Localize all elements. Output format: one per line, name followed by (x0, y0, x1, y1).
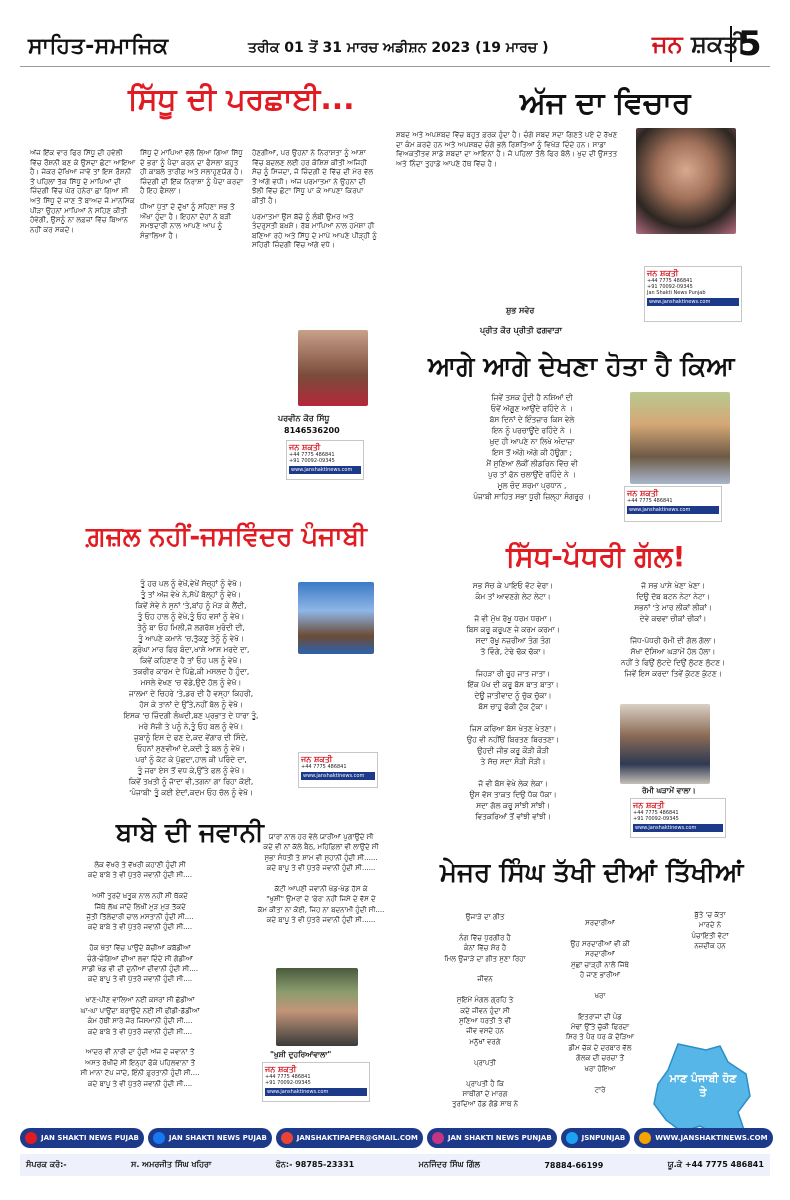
poem-line: ਕਿਵੇਂ ਸੇਵੇ ਨੇ ਸੁਨਾਂ 'ਤੇ,ਬਾਂਹ ਨੂੰ ਮੋੜ ਕੇ ਲੈਂਦੀ, (135, 601, 247, 610)
poem-line: ਜੋ ਵੀ ਬੱਸ ਵੇਖੇ ਲੇਕ ਲੇਕਾ। (478, 779, 548, 788)
poem-line (544, 928, 656, 938)
poem-line: ਅਸਤ ਰੱਖੀਦੇ ਸੀ ਇਨ੍ਹਾਂ ਫੋਕੇ ਪਹਿਲਵਾਨਾਂ ਤੋਂ (85, 1058, 195, 1067)
poem-line: ਜਿਹੜਾ ਰੀ ਰੂਹ ਜਾਤ ਜਾਤਾ। (475, 669, 551, 678)
poem-line: ਕਿਵੇਂ ਕਹਿਣਾਣ ਹੈ ਤਾਂ ਓਹ ਪਲ ਨੂੰ ਵੇਖੋ। (139, 656, 243, 665)
poem-line: ਮੈਂ ਸੁਣਿਆ ਲੋਕੀਂ ਲੀਡਰਿਨ ਵਿੱਚ ਵੀ (486, 459, 578, 468)
poem-line: ਬੱਸ ਦਿਨਾਂ ਦੇ ਇੰਤਜ਼ਾਰ ਕਿਸ ਵੇਲੇ (489, 415, 575, 424)
poem-line: ਜਿਵੇਂ ਇਸ ਕਰਦਾ ਤਿਵੇਂ ਕੁੱਟਣ ਕੁੱਟਣ। (624, 669, 722, 678)
poem-line (438, 602, 588, 613)
globe-icon (639, 1132, 651, 1144)
poem-line: ਦੇਊ ਜਾਤੀਵਾਦ ਨੂੰ ਚੁੱਕ ਚੁੱਕਾ। (474, 691, 552, 700)
contact-phone-2: 78884-66199 (544, 1160, 604, 1170)
poem-line: ਕਦੇ ਬਾਪੂ ਤੇ ਵੀ ਪੁੱਤਰੋ ਜਵਾਨੀ ਹੁੰਦੀ ਸੀ.... (87, 975, 193, 984)
section-title: ਸਾਹਿਤ-ਸਮਾਜਿਕ (28, 34, 169, 59)
poem-line: ਪੁਰ ਤਾਂ ਫੋਨ ਚਲਾਉਂਦੇ ਰਹਿੰਦੇ ਨੇ । (487, 470, 577, 479)
poem-line: ਮੂਲ ਚੰਦ ਸ਼ਰਮਾ ਪ੍ਰਧਾਨ , (497, 481, 567, 490)
poem-line: ਜਿਸ ਕਰਿਆ ਬੱਸ ਖੇਤਣ ਖੇਤਣਾ। (469, 724, 557, 733)
poem-line: ਜਿਵੇਂ ਤਸਕ ਹੁੰਦੀ ਹੈ ਨਸ਼ਿਆਂ ਦੀ (491, 393, 573, 402)
ad-brand: ਜਨ ਸ਼ਕਤੀ (647, 269, 679, 278)
aage-title: ਆਗੇ ਆਗੇ ਦੇਖਣਾ ਹੋਤਾ ਹੈ ਕਿਆ (428, 352, 735, 382)
poem-line: ਓਵੇਂ ਅੱਗੂਣ ਆਉਂਦੇ ਰਹਿੰਦੇ ਨੇ । (490, 404, 574, 413)
ad-web: www.janshaktinews.com (289, 466, 361, 474)
poem-line: ਕਦੇ ਬਾਬੇ ਤੇ ਵੀ ਪੁੱਤਰੋ ਜਵਾਨੀ ਹੁੰਦੀ ਸੀ.... (87, 1027, 193, 1036)
poem-line (430, 964, 540, 974)
ad-phone-1: +44 7775 486841 (301, 764, 347, 770)
poem-line: ਪ੍ਰਾਪਤੀ ਹੈ ਕਿ (466, 1079, 504, 1088)
poem-line: ਪੰਚਾਇਤੀ ਵੋਟਾਂ (691, 931, 729, 940)
sidhu-col-3 (252, 148, 378, 256)
poem-line: ਸੁਭਾ ਸੰਧਤੀ ਤੇ ਸ਼ਾਮ ਵੀ ਸੁਹਾਨੀ ਹੁੰਦੀ ਸੀ...... (264, 853, 378, 862)
poem-line: ਚੰਗੇ-ਚੰਗਿਆਂ ਦੀਆਂ ਲਵਾ ਦਿੰਦੇ ਸੀ ਗੋਡੀਆਂ (87, 954, 193, 963)
sidh-col-1 (438, 580, 588, 822)
poem-line: ਸਰਦਾਰੀਆਂ (585, 950, 615, 959)
poem-line (598, 624, 748, 635)
ad-box (286, 440, 364, 480)
ad-phone-2: +91 70092-09345 (289, 458, 335, 464)
poem-line: ਇਸ ਤੋਂ ਅੱਗੇ ਅੱਗੇ ਕੀ ਹੋਊਗਾ ; (491, 448, 573, 457)
poem-line: ਤੂੰ ਜਰਾ ਏਸ ਤੋਂ ਵਧ ਕੇ,ਉੱਤੇ ਫਲ ਨੂੰ ਵੇਖੋ। (137, 766, 245, 775)
thought-title: ਅੱਜ ਦਾ ਵਿਚਾਰ (520, 86, 691, 121)
poem-line: ਇਤਰਾਜਾਂ ਦੀ ਪੰਡ (578, 1012, 622, 1021)
ad-web: www.janshaktinews.com (633, 824, 723, 832)
ad-brand: ਜਨ ਸ਼ਕਤੀ (633, 801, 665, 810)
poem-line: ਪਰਾਂ ਨੂੰ ਕੱਟ ਕੇ ਪੁੱਛਦਾ,ਹਾਲ ਕੀ ਪਰਿੰਦੇ ਦਾ, (135, 755, 247, 764)
author-photo-mool (630, 392, 730, 484)
contact-label: ਸੰਪਰਕ ਕਰੋ:- (26, 1160, 67, 1169)
poem-line: ਨਜ਼ਦੀਕ ਹਨ (694, 942, 726, 951)
footer-chip-label: JANSHAKTIPAPER@GMAIL.COM (296, 1134, 418, 1142)
thought-body: ਸ਼ਬਦ ਅਤੇ ਅਪਸ਼ਬਦ ਵਿੱਚ ਬਹੁਤ ਫ਼ਰਕ ਹੁੰਦਾ ਹੈ। ਚੰਗੇ ਸ਼ਬਦ ਸਦਾ ਗਿਣਤੇ ਪਏ ਦੇ ਰੱਖਣ ਦਾ ਕੰਮ ਕਰਦੇ ਹਨ ਅਤੇ ਅਪਸ਼ਬਦ ਚੰਗੇ ਭਲੇ ਰਿਸ਼ਤਿਆਂ ਨੂੰ ਵਿਖੇੜ ਦਿੰਦੇ ਹਨ। ਸਾਡਾ ਵਿਅਕਤੀਤਵ ਸਾਡੇ ਸ਼ਬਦਾਂ ਦਾ ਆਇਨਾ ਹੈ। ਜੋ ਪਹਿਲਾਂ ਤੋਲੋ ਫਿਰ ਬੋਲੋ। ਖੁਦ ਦੀ ਉਸਤਤ ਅਤੇ ਨਿੰਦਾ ਤੁਹਾਡੇ ਆਪਣੇ ਹੱਥ ਵਿੱਚ ਹੈ। (396, 130, 618, 168)
ad-phone-2: +91 70092-09345 (633, 816, 679, 822)
ghazal-title: ਗ਼ਜ਼ਲ ਨਹੀਂ-ਜਸਵਿੰਦਰ ਪੰਜਾਬੀ (86, 522, 367, 552)
sidhu-phone: 8146536200 (284, 426, 340, 435)
poem-line: ਡ੍ਰੰਘਾ ਮਾਰ ਫਿਰ ਬੰਦਾ,ਖਾਸ਼ੇ ਆਸ ਮਰਦੇ ਦਾ, (132, 645, 250, 654)
poem-line: ਇਨ ਨੂੰ ਪਰਚਾਊਂਦੇ ਰਹਿੰਦੇ ਨੇ । (491, 426, 573, 435)
footer-chip-label: WWW.JANSHAKTINEWS.COM (655, 1134, 768, 1142)
sidh-col-2 (598, 580, 748, 679)
footer-chip[interactable] (276, 1128, 423, 1148)
poem-line: ਉਹ ਵੀ ਨਹੀਂਓਂ ਬਿਰਤਣ ਬਿਰਤਣਾ। (466, 735, 560, 744)
poem-line (544, 980, 656, 990)
map-text: ਮਾਣ ਪੰਜਾਬੀ ਹੋਣ ਤੇ (669, 1072, 737, 1099)
ad-phone-1: +44 7775 486841 (633, 810, 679, 816)
ad-box (262, 1062, 370, 1102)
poem-line: ਮਰੇ ਸੱਜੀ ਤੇ ਪਨੂੰ ਨੇ,ਤੂੰ ਓਹ ਬਲ ਨੂੰ ਵੇਖੋ। (138, 722, 244, 731)
poem-line: ਆਦਰ ਵੀ ਨਾਰੀ ਦਾ ਹੁੰਦੀ ਅੱਜ ਦੇ ਜਵਾਨਾਂ ਤੋਂ (85, 1048, 195, 1057)
sidhu-para-1: ਅੱਜ ਇੱਕ ਵਾਰ ਫਿਰ ਸਿੱਧੂ ਦੀ ਹਵੇਲੀ ਵਿੱਚ ਰੌਸ਼ਨੀ ਬਣ ਕੇ ਉਸਦਾ ਛੋਟਾ ਆਇਆ ਹੈ। ਜੇਕਰ ਦੇਖਿਆ ਜਾਵੇ ਤਾਂ ਇਸ ਰੌਸ਼ਨੀ ਤੋਂ ਪਹਿਲਾਂ ਤੱਕ ਸਿੱਧੂ ਦੇ ਮਾਪਿਆਂ ਦੀ ਜ਼ਿੰਦਗੀ ਵਿੱਚ ਘੋਰ ਹਨੇਰਾ ਛਾ ਗਿਆ ਸੀ ਅਤੇ ਸਿੱਧੂ ਦੇ ਜਾਣ ਤੋਂ ਬਾਅਦ ਜੋ ਮਾਨਸਿਕ ਪੀੜਾ ਉਹਨਾਂ ਮਾਪਿਆਂ ਨੇ ਸਹਿਣ ਕੀਤੀ ਹੋਵੇਗੀ, ਉਸਨੂੰ ਨਾ ਲਫ਼ਜ਼ਾਂ ਵਿੱਚ ਬਿਆਨ ਨਹੀਂ ਕਰ ਸਕਦੇ। (30, 148, 136, 234)
poem-line: ਦੇਵੇ ਕਢਵਾ ਚੀਕਾਂ ਚੀਕਾਂ। (639, 614, 707, 623)
poem-line: ਤੋ ਵਿੰਗੇ, ਟੇਢੇ ਢੱਕ ਢੱਕਾ। (480, 647, 546, 656)
footer-chip-label: JAN SHAKTI NEWS PUNJAB (447, 1134, 552, 1142)
ad-phone-1: +44 7775 486841 (627, 498, 673, 504)
poem-line: ਕਿਵੇਂ ਤਖ਼ਤੀ ਨੂੰ ਜਾੱਦਾ ਵੀ,ਤਗਨਾ ਗਾ ਰਿਹਾ ਕੋਈ, (128, 777, 254, 786)
poem-line: ਜਿੱਧ-ਪੱਧਰੀ ਰੋਮੀ ਦੀ ਗੱਲ ਗੱਲਾ। (629, 636, 717, 645)
major-col-1 (430, 912, 540, 1110)
poem-line: ਕੰਮ ਤਾਂ ਆਵਣਗੇ ਲੇਟ ਲੇਟਾ। (475, 592, 551, 601)
poem-line: ਉਸ ਵੱਸ ਤਾਕਤ ਦਿਉ ਧੋਕ ਧੋਕਾ। (469, 790, 557, 799)
poem-line: ਤੂੰ ਹਰ ਪਲ ਨੂੰ ਵੇਖੇਂ,ਵੇਖੇਂ ਸੋਚ੍ਹਾਂ ਨੂੰ ਵੇਖੋ। (140, 579, 242, 588)
poem-line: ਸੁਣਿਆ ਧਰਤੀ ਤੇ ਵੀ (458, 1017, 512, 1026)
poem-line: ਪ੍ਰਾਪਤੀ (474, 1058, 496, 1067)
poem-line: ਇਸਕ 'ਚ ਜ਼ਿੰਦਗੀ ਲੰਘਦੀ,ਬਣ ਪ੍ਰਭਾਤ ਦੇ ਧਾਰਾ ਤੂੰ, (123, 711, 259, 720)
poem-line: ਸੁਇਮੇਂ ਮੰਗਲ ਗ੍ਰਹਿ ਤੇ (456, 996, 514, 1005)
major-col-2 (544, 918, 656, 1095)
poem-line (430, 1047, 540, 1057)
poem-line: ਸਭ ਸੋਚ ਕੇ ਪਾਇਓ ਵੋਟ ਵੇਰਾ। (472, 581, 554, 590)
poem-line: ਤੁਰਦਿਆਂ ਹੱਡ ਗੋਡੇ ਸਾਥ ਨੇ (452, 1100, 518, 1109)
poem-line: ਸਿਰ ਤੇ ਪੈਰ ਧਰ ਕੇ ਦੋੜਿਆ (565, 1033, 635, 1042)
ad-phone-1: +44 7775 486841 (647, 278, 693, 284)
poem-line: ਖ਼ੁਦ ਹੀ ਆਪਣੇ ਨਾ ਲਿਖੇ ਅੰਦਾਜ਼ਾ (489, 437, 575, 446)
edition-date: ਤਰੀਕ 01 ਤੋਂ 31 ਮਾਰਚ ਅਡੀਸ਼ਨ 2023 (19 ਮਾਰਚ ) (248, 40, 549, 56)
poem-line: ਵਿਤਕਰਿਆਂ ਤੋਂ ਵਾਂਝੀ ਵਾਂਝੀ। (475, 812, 551, 821)
sidhu-para-3: ਧੀਆਂ ਪੁੱਤਾਂ ਦੇ ਦੁੱਖਾਂ ਨੂੰ ਸਹਿਣਾ ਸਭ ਤੋਂ ਔਖਾ ਹੁੰਦਾ ਹੈ। ਇਹਨਾਂ ਦੋਹਾਂ ਨੇ ਬੜੀ ਸਮਝਦਾਰੀ ਨਾਲ ਆਪਣੇ ਆਪ ਨੂੰ ਸੰਭਾਲਿਆ ਹੈ। (140, 201, 235, 240)
page-number: 5 (730, 26, 762, 62)
babe-title: ਬਾਬੇ ਦੀ ਜਵਾਨੀ (116, 818, 264, 848)
poem-line: ਸਾਡੀ ਖੇਡ ਵੀ ਦੀ ਦੁਨੀਆਂ ਦੀਵਾਨੀ ਹੁੰਦੀ ਸੀ.... (81, 965, 199, 974)
poem-line: ਅਸੀਂ ਤੁਰਦੇ ਖ਼ਤੂਕ ਨਾਲ ਨਹੀਂ ਸੀ ਥੱਕਦੇ (92, 892, 188, 901)
poem-line: ਓਹਨਾਂ ਸੁਣਵੀਆਂ ਦੇ,ਕਦੀ ਤੂੰ ਬਲ ਨੂੰ ਵੇਖੋ। (136, 744, 246, 753)
poem-line (240, 874, 402, 884)
brand-part-a: ਜਨ (652, 30, 683, 58)
ad-phone-2: +91 70092-09345 (265, 1080, 311, 1086)
poem-line: ਖਰਾ (594, 991, 606, 1000)
ad-brand: ਜਨ ਸ਼ਕਤੀ (627, 489, 659, 498)
poem-line: ਸੀ ਮਾਨਾ ਟੱਪ ਜਾਂਦੇ, ਇੰਨੀ ਫ਼ੁਰਤਾਨੀ ਹੁੰਦੀ ਸੀ.... (80, 1069, 200, 1078)
sidh-title: ਸਿੱਧ-ਪੱਧਰੀ ਗੱਲ! (506, 540, 686, 573)
poem-line: ਜੁੱਤੀ ਤਿੱਲੇਦਾਰੀ ਚਾਲ ਮਸਤਾਨੀ ਹੁੰਦੀ ਸੀ.... (86, 913, 194, 922)
ad-phone-1: +44 7775 486841 (289, 452, 335, 458)
poem-line: ਲੋਕ ਵੱਖਰੇ ਤੇ ਵੱਖਰੀ ਕਹਾਣੀ ਹੁੰਦੀ ਸੀ (94, 861, 186, 869)
youtube-icon (25, 1132, 37, 1144)
ad-web: www.janshaktinews.com (627, 506, 719, 514)
poem-line: ਕਦੇ ਬਾਪੂ ਤੇ ਵੀ ਪੁੱਤਰੋ ਜਵਾਨੀ ਹੁੰਦੀ ਸੀ.... (87, 1079, 193, 1088)
poem-line: ਕਦੇ ਬਾਪੂ ਤੇ ਵੀ ਪੁੱਤਰੋ ਜਵਾਨੀ ਹੁੰਦੀ ਸੀ...... (266, 916, 376, 925)
poem-line: ਇੱਕ ਪੱਖ ਦੀ ਕਰੂ ਬੱਸ ਬਾਤ ਬਾਤਾ। (467, 680, 559, 689)
sidhu-para-2: ਸਿੱਧੂ ਦੇ ਮਾਪਿਆਂ ਵੱਲੋਂ ਲਿਆ ਗਿਆ ਸਿੱਧੂ ਦੇ ਭਰਾ ਨੂੰ ਪੈਦਾ ਕਰਨ ਦਾ ਫੈਸਲਾ ਬਹੁਤ ਹੀ ਕਾਬਲੇ ਤਾਰੀਫ਼ ਅਤੇ ਸਲਾਹੁਣਯੋਗ ਹੈ। ਜ਼ਿੰਦਗੀ ਦੀ ਇੱਕ ਨਿਰਾਸ਼ਾ ਨੂੰ ਪੈਦਾ ਕਰਦਾ ਹੈ ਇਹ ਫੈਸਲਾ। (140, 148, 244, 196)
poem-line: ਖਾਣ-ਪੀਣ ਵਾਲਿਆਂ ਨਈਂ ਕਸਰਾਂ ਸੀ ਛੱਡੀਆਂ (85, 996, 195, 1005)
ghazal-poem (86, 578, 296, 798)
poem-line: ਡੀਮ ਚੱਕ ਦੇ ਦਰਬਾਰ ਵੱਲ (568, 1043, 632, 1052)
poem-line: ਨਹੀਂ ਤੇ ਫਿਉਂ ਲੁੱਟਦੇ ਦਿਉਂ ਲੁੱਟਣ ਲੁੱਟਣ। (620, 658, 726, 667)
mail-icon (281, 1132, 293, 1144)
ad-phone-2: +91 70092-09345 (647, 284, 693, 290)
poem-line: ਜੋ ਵੀ ਮੁੱਖ ਰੱਖੂ ਧਰਮ ਧਰਮਾ। (474, 614, 552, 623)
poem-line: ਉਹ ਸਰਦਾਰੀਆਂ ਵੀ ਕੀ (570, 939, 630, 948)
poem-line: ਮਨੁੱਖਾਂ ਵਰਗੇ (469, 1037, 501, 1046)
footer-chip[interactable] (561, 1128, 631, 1148)
poem-line: ਉਜਾੜੇ ਦਾ ਗੀਤ (465, 913, 505, 921)
poem-line: ਹੱਸ ਕੇ ਤਾਨਾਂ ਦੇ ਉੱਤੇ,ਨਹੀਂ ਬੋਲ ਨੂੰ ਵੇਖੋ। (139, 700, 243, 709)
poem-line: ਮਿਲ ਉਜਾੜੇ ਦਾ ਗੀਤ ਸੁਣਾ ਰਿਹਾ (444, 954, 526, 963)
footer-chip[interactable] (20, 1128, 144, 1148)
poem-line: ਕੱਟੀ ਆਪਣੀ ਜਵਾਨੀ ਖੇਡ-ਖੇਡ ਹੱਸ ਕੇ (274, 885, 368, 894)
major-col-3 (660, 910, 760, 952)
poem-line: ਕੰਮ ਹੱਥੀਂ ਸਾਰੇ ਜੋਰ ਜਿਸਮਾਨੀ ਹੁੰਦੀ ਸੀ.... (87, 1017, 193, 1026)
poem-line: ਟਾਰੇ (594, 1085, 606, 1094)
thought-sign-2: ਪ੍ਰੀਤ ਕੌਰ ਪ੍ਰੀਤੀ ਫਗਵਾੜਾ (480, 326, 563, 335)
poem-line (40, 1037, 240, 1047)
poem-line (544, 1074, 656, 1084)
poem-line: ਸੋਖਾ ਦੱਸਿਆ ਘੜਾਮੇਂ ਹੱਲ ਹੱਲਾ। (630, 647, 716, 656)
poem-line: ਜੋ ਸਭ ਪਾਸੇ ਖੇਣਾ ਖੇਣਾ। (641, 581, 705, 590)
poem-line: ਤਕਰੀਰ ਕਾਰਮ ਦੇ ਪਿੱਛੇ,ਕੀ ਮਸਲਦ ਹੈ ਹੁੰਦਾ, (132, 667, 250, 676)
facebook-icon (153, 1132, 165, 1144)
ad-box (624, 486, 722, 522)
poem-line: ਹੋਕ ਖੱਤਾਂ ਵਿੱਚ ਪਾਉਂਦੇ ਕੱਚੀਆਂ ਕਬੱਡੀਆਂ (89, 944, 191, 953)
poem-line: ਹੋ ਜਾਣ ਭਾਰੀਆਂ (579, 971, 621, 980)
header-rule (20, 66, 770, 67)
ad-phone-1: +44 7775 486841 (265, 1074, 311, 1080)
poem-line: ਦਿਊ ਦੱਬ ਬਟਨ ਨੇਟਾ ਨੇਟਾ। (636, 592, 710, 601)
ad-brand: ਜਨ ਸ਼ਕਤੀ (301, 755, 333, 764)
ad-web: www.janshaktinews.com (301, 772, 375, 780)
contact-person-1: ਸ. ਅਮਰਜੀਤ ਸਿੰਘ ਖਹਿਰਾ (131, 1160, 212, 1169)
footer-chip-label: JAN SHAKTI NEWS PUJAB (168, 1134, 267, 1142)
sidhu-col-1 (30, 148, 136, 240)
brand-part-b: ਸ਼ਕਤੀ (691, 30, 746, 58)
babe-author: "ਖੁਸ਼ੀ ਦੁਹਰਿਆਂਵਾਲਾ" (270, 1050, 332, 1059)
poem-line (40, 985, 240, 995)
poem-line: ਯਾਰਾਂ ਨਾਲ ਹਰ ਵੇਲੇ ਯਾਰੀਆਂ ਪੁਗਾਉਂਦੇ ਸੀ (268, 833, 374, 841)
poem-line: ਕਦੇ ਬਾਬੇ ਤੇ ਵੀ ਪੁੱਤਰੋ ਜਵਾਨੀ ਹੁੰਦੀ ਸੀ.... (87, 923, 193, 932)
poem-line: ਤੂੰ ਓਹ ਹਾਲ ਨੂੰ ਵੇਖੇ,ਤੂੰ ਓਹ ਵਸਾਂ ਨੂੰ ਵੇਖੋ। (137, 612, 245, 621)
poem-line: ਮਾਰਦੇ ਨੇ (698, 921, 722, 930)
poem-line (430, 1068, 540, 1078)
poem-line: ਕਦੇ ਬਾਬੇ ਤੇ ਵੀ ਪੁੱਤਰੋ ਜਵਾਨੀ ਹੁੰਦੀ ਸੀ.... (87, 871, 193, 880)
poem-line: ਸਦਾ ਗੱਲ ਕਰੂ ਸਾਂਝੀ ਸਾਂਝੀ। (476, 801, 550, 810)
poem-line: ਤੂੰ ਤਾਂ ਅੱਜ ਵੇਖੇ ਨੇ,ਸੱਪੇਂ ਬੋਲ੍ਹਾਂ ਨੂੰ ਵੇਖੋ। (140, 590, 242, 599)
author-photo-jaswinder (298, 582, 374, 654)
ad-web: www.janshaktinews.com (647, 298, 739, 306)
author-photo-khushi (276, 968, 358, 1046)
contact-uk: ਯੂ.ਕੇ +44 7775 486841 (667, 1160, 764, 1169)
footer-chip-label: JAN SHAKTI NEWS PUJAB (41, 1134, 139, 1142)
footer-social-bar (20, 1128, 770, 1148)
poem-line (40, 933, 240, 943)
poem-line: ਘਾ-ਘਾ ਪਾਉਂਦਾ ਬਰਾਉਂਦੇ ਨਈਂ ਸੀ ਫੀਡੀ-ਡੱਡੀਆਂ (80, 1006, 200, 1015)
footer-chip[interactable] (634, 1128, 772, 1148)
poem-line: ਤੂੰ ਆਪਣੇ ਕਮਾਨੇ 'ਚ,ਤੁੱਕਣੂ ਤੇਨੂੰ ਨੂੰ ਵੇਖੋ। (138, 634, 244, 643)
thought-sign-1: ਸ਼ੁਭ ਸਵੇਰ (506, 306, 535, 315)
poem-line: ਸਰਦਾਰੀਆਂ (585, 919, 615, 927)
ad-box (630, 798, 726, 838)
poem-line: ਸਾਥੀਗਾਂ ਦੇ ਮਾਰਗ (462, 1089, 508, 1098)
ad-name: Jan Shakti News Punjab (647, 290, 706, 296)
poem-line: ਜੀਵ ਵਸਦੇ ਹਨ (466, 1027, 504, 1036)
poem-line: ਕੱਮ ਕੀਤਾ ਨਾ ਕੋਈ, ਜਿਹ ਨਾ ਬਦਨਾਮੀ ਹੁੰਦੀ ਸੀ.... (257, 905, 385, 914)
poem-line: ਜੀਵਨ (477, 975, 493, 984)
poem-line: ਖਰਾ ਹੋਇਆ (584, 1064, 616, 1073)
poem-line: ਜਿੱਥੇ ਲੱਘ ਜਾਂਦੇ ਲਿਖੀਂ ਮੁੜ ਮੁੜ ਤੱਕਦੇ (94, 902, 186, 911)
poem-line: ਤੇਨੂੰ ਬਾ ਓਹ ਮਿਲੀ,ਜੋ ਲਗਰੋਸ਼ ਮੁਰੰਦੀ ਦੀ, (137, 623, 245, 632)
babe-col-2 (240, 832, 402, 926)
footer-chip-label: JSNPUNJAB (581, 1134, 626, 1142)
poem-line: ਸਦਾ ਰੱਖੂ ਨਜ਼ਰੀਆ ਤੰਗ ਤੰਗ (475, 636, 551, 645)
twitter-icon (566, 1132, 578, 1144)
ad-web: www.janshaktinews.com (265, 1088, 367, 1096)
poem-line (40, 881, 240, 891)
contact-person-2: ਮਨਜਿੰਦਰ ਸਿੰਘ ਗਿੱਲ (418, 1160, 480, 1169)
footer-chip[interactable] (148, 1128, 272, 1148)
babe-col-1 (40, 860, 240, 1089)
poem-line (430, 922, 540, 932)
poem-line: ਗੋਲਕ ਦੀ ਚਰਚਾ ਤੋਂ (575, 1054, 625, 1063)
ad-brand: ਜਨ ਸ਼ਕਤੀ (265, 1065, 297, 1074)
footer-contact-bar (20, 1154, 770, 1176)
poem-line (438, 767, 588, 778)
poem-line: ਤੇ ਸੋਚ ਸਦਾ ਸੌੜੀ ਸੌੜੀ। (480, 757, 546, 766)
poem-line: ਕਦੇ ਵੀ ਨਾਂ ਕੱਲੇ ਬੈਠ, ਮਹਿਫ਼ਿਲਾਂ ਵੀ ਲਾਉਂਦੇ ਸੀ (263, 843, 379, 852)
poem-line: ਨੰਗ ਵਿੱਚ ਧੁਰਗੀਰ ਹੈ (459, 933, 511, 942)
poem-line: ਪੰਜਾਬੀ ਸਾਹਿਤ ਸਭਾ ਧੂਰੀ ਜ਼ਿਲ੍ਹਾ ਸੰਗਰੂਰ । (473, 492, 591, 501)
poem-line: ਮਸਲੇ ਵੇਖਣ 'ਚ ਵੱਡੇ,ਉਦੋ ਹੱਲ ਨੂੰ ਵੇਖੋ। (140, 678, 242, 687)
poem-line: "ਖੁਸ਼ੀ" ਉਮਰਾਂ ਦੇ 'ਫੇਰ' ਨਹੀਂ ਜਿਸੇ ਦੇ ਵੱਸ ਦੇ (266, 895, 376, 904)
ad-box (298, 752, 378, 788)
poem-line (438, 657, 588, 668)
ad-box (644, 266, 742, 322)
sidhu-col-2 (140, 148, 245, 246)
poem-line: ਬੱਸ ਚਾਹੂ ਫੋਕੀ ਟੁੱਕ ਟੁੱਕਾ। (478, 702, 548, 711)
author-photo-preet (636, 128, 736, 234)
author-photo-parveen (298, 330, 368, 406)
poem-line: 'ਪੰਜਾਬੀ' ਤੂੰ ਕਈ ਏਦਾਂ,ਕਦਮ ਓਹ ਚੱਲ ਨੂੰ ਵੇਖੋ। (129, 788, 253, 797)
contact-phone-1: ਫੋਨ:- 98785-23331 (275, 1160, 355, 1169)
sidh-author: ਰੋਮੀ ਘੜਾਮੇਂ ਵਾਲਾ। (642, 786, 696, 795)
sidhu-para-5: ਪਰਮਾਤਮਾ ਉਸ ਬੱਚੇ ਨੂੰ ਲੰਬੀ ਉਮਰ ਅਤੇ ਤੰਦਰੁਸਤੀ ਬਖ਼ਸ਼ੇ। ਰੱਬ ਮਾਪਿਆਂ ਨਾਲ ਹਮੇਸ਼ਾ ਹੀ ਬਣਿਆ ਰਹੇ ਅਤੇ ਸਿੱਧੂ ਦੇ ਮਾਪੇ ਆਪਣੇ ਪੀੜ੍ਹੀ ਨੂੰ ਸਹਿਰੀ ਜ਼ਿੰਦਗੀ ਵਿੱਚ ਅੱਗੇ ਵਧੇ। (252, 211, 377, 250)
sidhu-para-4: ਹੋਣਗੀਆਂ, ਪਰ ਉਹਨਾਂ ਨੇ ਨਿਰਾਸ਼ਤਾ ਨੂੰ ਆਸ਼ਾ ਵਿੱਚ ਬਦਲਣ ਲਈ ਹਰ ਕੋਸ਼ਿਸ਼ ਕੀਤੀ ਅਜਿਹੀ ਸੋਚ ਨੂੰ ਸਿਜਦਾ, ਜੋ ਜ਼ਿੰਦਗੀ ਦੇ ਵਿੱਚ ਦੀ ਮੇਰ ਵੱਲ ਤੋਂ ਅੱਗੇ ਵਧੀ। ਅੱਜ ਪਰਮਾਤਮਾ ਨੇ ਉਹਨਾਂ ਦੀ ਝੋਲੀ ਵਿੱਚ ਛੋਟਾ ਸਿੱਧੂ ਪਾ ਕੇ ਆਪਣਾ ਕਿਰਪਾ ਕੀਤੀ ਹੈ। (252, 148, 374, 205)
poem-line: ਬੁੱਤੇ 'ਚ ਕੱਤਾ (694, 911, 726, 919)
footer (20, 1128, 770, 1184)
poem-line: ਉਹਦੀ ਜੀਭ ਕਰੂ ਕੌੜੀ ਕੌੜੀ (477, 746, 549, 755)
instagram-icon (432, 1132, 444, 1144)
poem-line: ਕਦੇ ਜੀਵਨ ਹੁੰਦਾ ਸੀ (460, 1006, 510, 1015)
author-photo-romi (620, 704, 710, 784)
poem-line: ਜੁਬਾਨੂੰ ਇਸ ਦੇ ਫਣ ਦੇ,ਕਦ ਵੇਂਗਾਰ ਦੀ ਸਿੰਦੇ, (134, 733, 248, 742)
poem-line: ਜਾਲਮਾ ਦੇ ਚਿਹਰੇ 'ਤੇ,ਡਰ ਦੀ ਹੈ ਵਸ੍ਹਾ ਕਿਹਰੀ, (128, 689, 254, 698)
ad-brand: ਜਨ ਸ਼ਕਤੀ (289, 443, 321, 452)
aage-poem (432, 392, 632, 502)
poem-line: ਮੋਢਾਂ ਉੱਤੇ ਚੁੱਕੀ ਫਿਰਦਾ (570, 1023, 630, 1032)
poem-line: ਕੰਨਾਂ ਵਿੱਚ ਸ਼ੋਰ ਹੈ (463, 944, 507, 953)
sidhu-author: ਪਰਵੀਨ ਕੌਰ ਸਿੱਧੂ (278, 414, 330, 423)
poem-line: ਕਦੇ ਬਾਪੂ ਤੇ ਵੀ ਪੁੱਤਰੋ ਜਵਾਨੀ ਹੁੰਦੀ ਸੀ...... (266, 864, 376, 873)
footer-chip[interactable] (427, 1128, 557, 1148)
poem-line: ਬਿਸ ਕਰੂ ਕਰੂਪਣ ਜੇ ਕਰਮ ਕਰਮਾ। (466, 625, 560, 634)
poem-line (438, 712, 588, 723)
poem-line: ਸਭਨਾਂ 'ਤੇ ਮਾਰ ਲੀਕਾਂ ਲੀਕਾਂ। (634, 603, 712, 612)
poem-line: ਮੁੱਛਾਂ ਚਾੜ੍ਹੀ ਨਾਲੋਂ ਜਿੱਥੇ (571, 960, 629, 969)
major-title: ਮੇਜਰ ਸਿੰਘ ਤੱਖੀ ਦੀਆਂ ਤਿੱਖੀਆਂ (440, 858, 744, 888)
poem-line (430, 985, 540, 995)
poem-line (544, 1001, 656, 1011)
sidhu-title: ਸਿੱਧੂ ਦੀ ਪਰਛਾਈ... (128, 82, 355, 117)
